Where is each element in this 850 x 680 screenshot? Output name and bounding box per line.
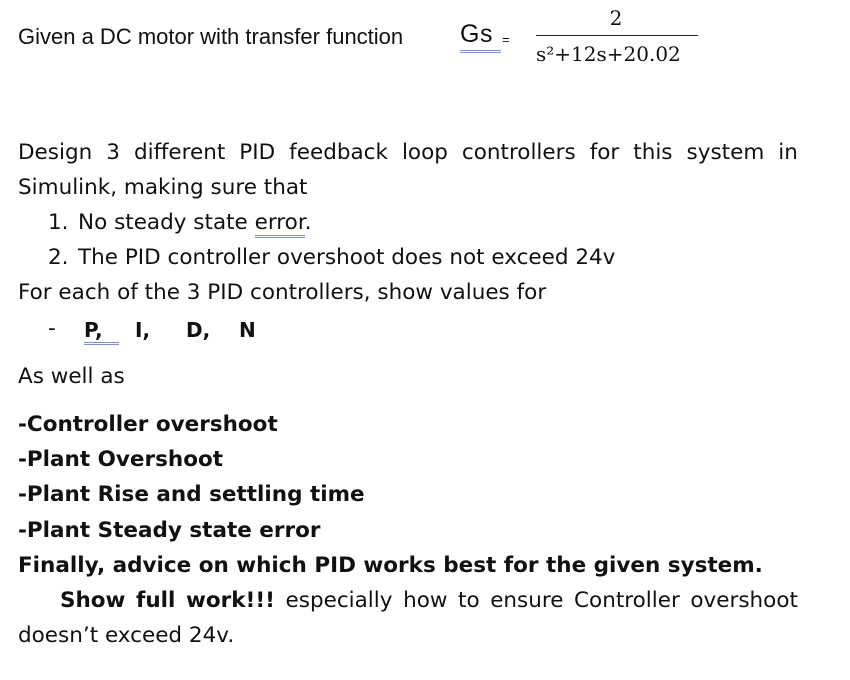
closing-bold-word: Show	[60, 588, 126, 613]
pid-value-n: N	[239, 318, 256, 342]
design-line-1	[18, 142, 798, 164]
pid-value-p: P,	[84, 318, 119, 345]
design-word: Design	[18, 140, 93, 165]
fraction-denominator: s²+12s+20.02	[536, 42, 681, 66]
design-word: controllers	[461, 140, 576, 165]
metric-controller-overshoot: -Controller overshoot	[18, 412, 278, 437]
design-word: in	[778, 140, 798, 165]
closing-word: how	[403, 588, 448, 613]
fraction-numerator: 2	[609, 6, 623, 30]
closing-bold-word: work!!!	[186, 588, 275, 613]
intro-text: Given a DC motor with transfer function	[18, 24, 404, 49]
values-intro: For each of the 3 PID controllers, show values for	[18, 280, 547, 305]
metric-steady-state-error: -Plant Steady state error	[18, 518, 321, 543]
equals-sign: =	[502, 32, 510, 47]
closing-word: overshoot	[690, 588, 798, 613]
metric-rise-settling-time: -Plant Rise and settling time	[18, 482, 365, 507]
design-word: loop	[401, 140, 448, 165]
requirement-1-number: 1.	[48, 210, 69, 235]
design-word: 3	[106, 140, 120, 165]
requirement-1-text	[78, 212, 312, 234]
closing-bold-word: full	[136, 588, 176, 613]
closing-word: ensure	[490, 588, 564, 613]
requirement-1-post: .	[304, 210, 312, 235]
requirement-1-pre: No steady state	[78, 210, 255, 235]
design-word: this	[633, 140, 673, 165]
design-word: for	[589, 140, 620, 165]
metric-plant-overshoot: -Plant Overshoot	[18, 447, 224, 472]
fraction-bar	[536, 35, 698, 36]
design-word: feedback	[289, 140, 388, 165]
closing-line-1	[60, 590, 798, 612]
pid-value-i: I,	[135, 318, 151, 342]
finally-advice: Finally, advice on which PID works best for the given system.	[18, 553, 763, 578]
design-word: PID	[239, 140, 276, 165]
requirement-2-text: The PID controller overshoot does not exceed 24v	[78, 245, 616, 270]
design-word: different	[133, 140, 226, 165]
closing-line-2: doesn’t exceed 24v.	[18, 623, 235, 648]
closing-word: especially	[285, 588, 393, 613]
design-line-2: Simulink, making sure that	[18, 175, 308, 200]
gs-symbol: Gs	[460, 20, 501, 53]
as-well-as: As well as	[18, 364, 125, 389]
design-word: system	[686, 140, 765, 165]
closing-word: Controller	[574, 588, 680, 613]
pid-dash: -	[48, 316, 56, 341]
closing-word: to	[458, 588, 480, 613]
requirement-1-underlined: error	[255, 210, 305, 238]
requirement-2-number: 2.	[48, 245, 69, 270]
pid-value-d: D,	[186, 318, 211, 342]
